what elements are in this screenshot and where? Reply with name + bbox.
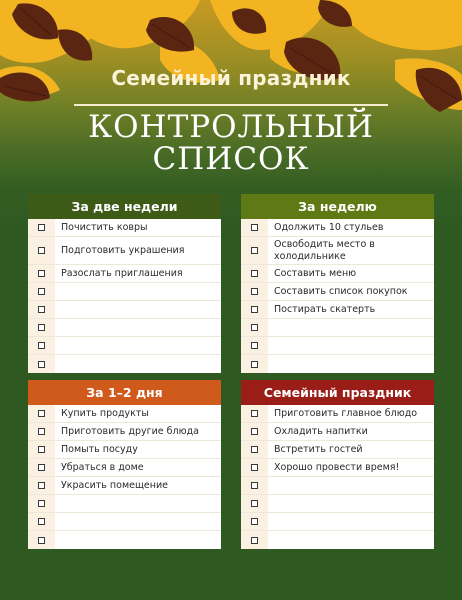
checkbox[interactable] (241, 283, 268, 300)
card-heading: За неделю (241, 194, 434, 219)
checkbox[interactable] (241, 219, 268, 236)
page-title-line1: КОНТРОЛЬНЫЙ (88, 109, 374, 145)
checkbox[interactable] (28, 283, 55, 300)
checkbox[interactable] (241, 265, 268, 282)
checklist-card-two-weeks (28, 194, 221, 373)
checkbox[interactable] (28, 319, 55, 336)
checkbox[interactable] (241, 495, 268, 512)
checklist-card-one-week (241, 194, 434, 373)
list-item-label: Составить список покупок (274, 285, 408, 297)
checkbox[interactable] (241, 513, 268, 530)
list-item (28, 405, 221, 423)
checkbox[interactable] (241, 355, 268, 373)
list-item-label: Охладить напитки (274, 425, 368, 437)
list-item (28, 477, 221, 495)
list-item-label: Составить меню (274, 267, 357, 279)
checkbox[interactable] (28, 423, 55, 440)
checkbox[interactable] (28, 441, 55, 458)
checkbox[interactable] (241, 423, 268, 440)
checkbox[interactable] (241, 337, 268, 354)
checkbox[interactable] (28, 237, 55, 264)
list-item (28, 319, 221, 337)
list-item (241, 405, 434, 423)
list-item (241, 355, 434, 373)
checkbox[interactable] (28, 301, 55, 318)
checkbox[interactable] (28, 265, 55, 282)
list-item (241, 219, 434, 237)
checklist-card-family-party (241, 380, 434, 549)
list-item (241, 283, 434, 301)
checkbox[interactable] (241, 319, 268, 336)
list-item (28, 283, 221, 301)
checkbox[interactable] (28, 477, 55, 494)
list-item-label: Помыть посуду (61, 443, 138, 455)
list-item (28, 237, 221, 265)
list-item (241, 477, 434, 495)
list-item-label: Украсить помещение (61, 479, 168, 491)
checkbox[interactable] (241, 477, 268, 494)
checkbox[interactable] (28, 531, 55, 549)
title-divider (74, 104, 388, 106)
list-item (241, 495, 434, 513)
list-item (241, 301, 434, 319)
list-item (28, 301, 221, 319)
list-item (241, 319, 434, 337)
list-item-label: Встретить гостей (274, 443, 363, 455)
list-item (28, 265, 221, 283)
page-title-line2: СПИСОК (152, 141, 310, 177)
list-item-label: Одолжить 10 стульев (274, 221, 384, 233)
checkbox[interactable] (241, 405, 268, 422)
card-heading: За две недели (28, 194, 221, 219)
checkbox[interactable] (28, 513, 55, 530)
list-item-label: Купить продукты (61, 407, 149, 419)
list-item-label: Почистить ковры (61, 221, 148, 233)
list-item (28, 441, 221, 459)
list-item (28, 219, 221, 237)
list-item (28, 355, 221, 373)
checkbox[interactable] (28, 355, 55, 373)
list-item (28, 495, 221, 513)
list-item (28, 423, 221, 441)
list-item (241, 237, 434, 265)
checkbox[interactable] (241, 459, 268, 476)
list-item (28, 513, 221, 531)
list-item-label: Убраться в доме (61, 461, 144, 473)
list-item (241, 423, 434, 441)
list-item (28, 531, 221, 549)
checkbox[interactable] (28, 219, 55, 236)
card-heading: За 1–2 дня (28, 380, 221, 405)
checkbox[interactable] (28, 337, 55, 354)
checkbox[interactable] (28, 495, 55, 512)
card-heading: Семейный праздник (241, 380, 434, 405)
list-item (241, 337, 434, 355)
checkbox[interactable] (28, 405, 55, 422)
list-item (241, 531, 434, 549)
page-subtitle: Семейный праздник (111, 66, 351, 90)
list-item-label: Хорошо провести время! (274, 461, 400, 473)
list-item (241, 265, 434, 283)
checkbox[interactable] (241, 237, 268, 264)
list-item (28, 337, 221, 355)
list-item-label: Освободить место в холодильнике (274, 238, 375, 262)
list-item (241, 513, 434, 531)
checkbox[interactable] (28, 459, 55, 476)
list-item-label: Подготовить украшения (61, 244, 185, 256)
checkbox[interactable] (241, 531, 268, 549)
list-item-label: Приготовить главное блюдо (274, 407, 418, 419)
checklist-card-one-two-days (28, 380, 221, 549)
checkbox[interactable] (241, 301, 268, 318)
list-item-label: Приготовить другие блюда (61, 425, 199, 437)
list-item (241, 441, 434, 459)
list-item-label: Разослать приглашения (61, 267, 183, 279)
list-item-label: Постирать скатерть (274, 303, 376, 315)
page-header (0, 0, 462, 190)
checkbox[interactable] (241, 441, 268, 458)
list-item (241, 459, 434, 477)
list-item (28, 459, 221, 477)
